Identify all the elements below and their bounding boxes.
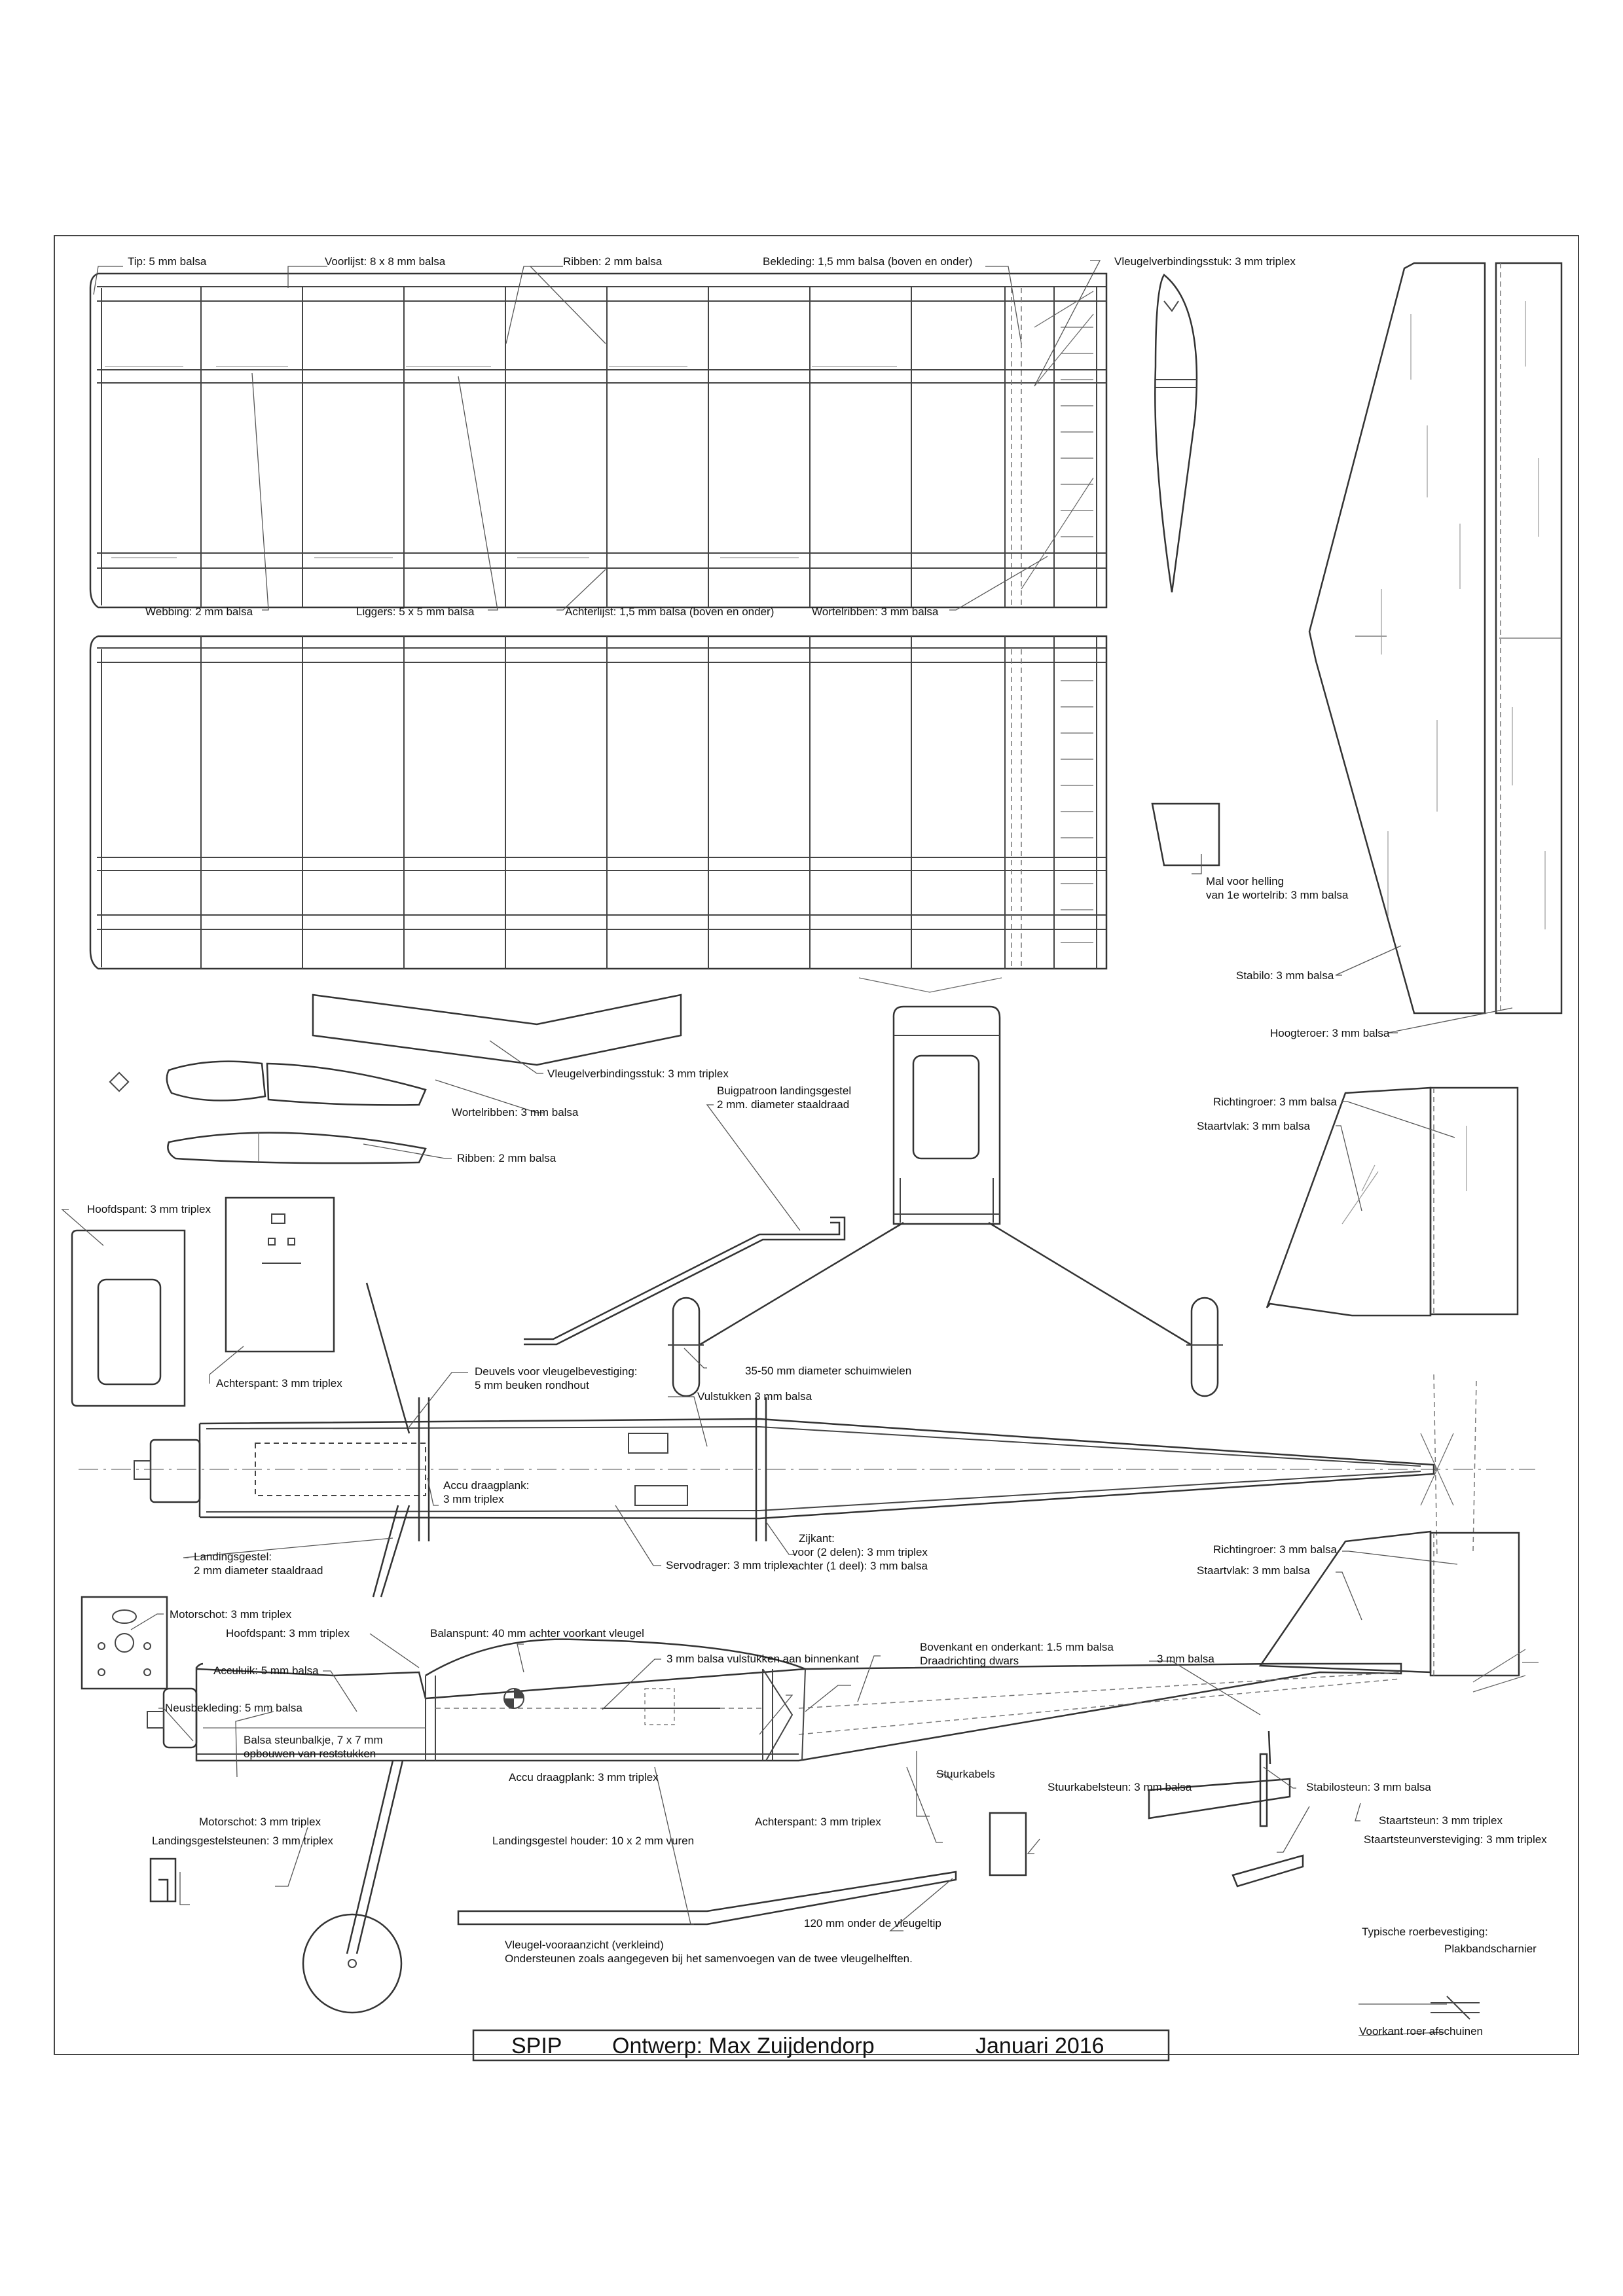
label-template-2: van 1e wortelrib: 3 mm balsa (1206, 889, 1349, 901)
label-rudder-top: Richtingroer: 3 mm balsa (1213, 1096, 1337, 1108)
label-ribs-part: Ribben: 2 mm balsa (457, 1152, 556, 1164)
label-stabilizer: Stabilo: 3 mm balsa (1236, 969, 1334, 982)
label-battery-tray-2: 3 mm triplex (443, 1493, 504, 1505)
label-root-ribs-wing: Wortelribben: 3 mm balsa (812, 605, 939, 618)
label-hinge-title: Typische roerbevestiging: (1362, 1926, 1488, 1938)
label-joiner-part: Vleugelverbindingsstuk: 3 mm triplex (547, 1067, 729, 1080)
rear-former-part (226, 1198, 334, 1352)
label-servo-tray: Servodrager: 3 mm triplex (666, 1559, 794, 1571)
label-gear-holder: Landingsgestel houder: 10 x 2 mm vuren (492, 1835, 695, 1847)
label-hinge-bevel: Voorkant roer afschuinen (1359, 2025, 1484, 2037)
label-dowels-1: Deuvels voor vleugelbevestiging: (475, 1365, 638, 1378)
label-cable-support: Stuurkabelsteun: 3 mm balsa (1048, 1781, 1192, 1793)
root-ribs-parts (110, 1062, 426, 1105)
label-top-bottom-1: Bovenkant en onderkant: 1.5 mm balsa (920, 1641, 1114, 1653)
wing-ribs (101, 287, 1097, 607)
label-sides-3: achter (1 deel): 3 mm balsa (792, 1560, 928, 1572)
label-support-2: opbouwen van reststukken (244, 1748, 376, 1760)
label-sides-1: Zijkant: (799, 1532, 835, 1545)
label-elevator: Hoogteroer: 3 mm balsa (1270, 1027, 1390, 1039)
label-filler-inside: 3 mm balsa vulstukken aan binnenkant (666, 1653, 859, 1665)
label-gear-supports: Landingsgestelsteunen: 3 mm triplex (152, 1835, 333, 1847)
label-front-view-2: Ondersteunen zoals aangegeven bij het samenvoegen van de twee vleugelhelften. (505, 1952, 913, 1965)
label-top-bottom-2: Draadrichting dwars (920, 1655, 1019, 1667)
label-ribs: Ribben: 2 mm balsa (563, 255, 663, 268)
label-battery-tray-1: Accu draagplank: (443, 1479, 530, 1492)
label-tail-reinforce: Staartsteunversteviging: 3 mm triplex (1364, 1833, 1547, 1846)
label-rudder-mid: Richtingroer: 3 mm balsa (1213, 1543, 1337, 1556)
label-front-view-1: Vleugel-vooraanzicht (verkleind) (505, 1939, 664, 1951)
label-hinge-tape: Plakbandscharnier (1444, 1943, 1537, 1955)
label-stab-support: Stabilosteun: 3 mm balsa (1306, 1781, 1431, 1793)
landing-gear-side (303, 1761, 403, 2013)
label-root-ribs-part: Wortelribben: 3 mm balsa (452, 1106, 579, 1119)
label-balance: Balanspunt: 40 mm achter voorkant vleugel (430, 1627, 644, 1640)
label-webbing: Webbing: 2 mm balsa (145, 605, 253, 618)
label-template-1: Mal voor helling (1206, 875, 1285, 888)
title-designer: Ontwerp: Max Zuijdendorp (612, 2034, 875, 2058)
joiner-direction-mark (859, 978, 1002, 992)
leader-lines (62, 260, 1512, 2036)
label-gear-template-1: Buigpatroon landingsgestel (717, 1085, 852, 1097)
label-fin-sheet: 3 mm balsa (1157, 1653, 1214, 1665)
label-fillers: Vulstukken 3 mm balsa (697, 1390, 812, 1403)
wing-bottom-panel (90, 636, 1106, 969)
label-rear-former-part: Achterspant: 3 mm triplex (216, 1377, 342, 1390)
label-fin-mid: Staartvlak: 3 mm balsa (1197, 1564, 1310, 1577)
label-gear-2: 2 mm diameter staaldraad (194, 1564, 323, 1577)
parts-labels (87, 1067, 1338, 1390)
wing-airfoil-section (1155, 275, 1197, 592)
label-trailing-edge: Achterlijst: 1,5 mm balsa (boven en onder) (565, 605, 775, 618)
main-former-part (72, 1230, 185, 1406)
label-sheeting: Bekleding: 1,5 mm balsa (boven en onder) (763, 255, 973, 268)
landing-gear-bend-template (524, 1217, 845, 1344)
label-battery-tray-side: Accu draagplank: 3 mm triplex (509, 1771, 659, 1784)
label-firewall-bottom: Motorschot: 3 mm triplex (199, 1816, 321, 1828)
label-rear-former: Achterspant: 3 mm triplex (755, 1816, 881, 1828)
label-tail-support: Staartsteun: 3 mm triplex (1379, 1814, 1503, 1827)
label-spars: Liggers: 5 x 5 mm balsa (356, 605, 475, 618)
label-sides-2: voor (2 delen): 3 mm triplex (792, 1546, 928, 1558)
label-nose: Neusbekleding: 5 mm balsa (165, 1702, 302, 1714)
tail-labels (1206, 875, 1390, 1039)
label-main-former-part: Hoofdspant: 3 mm triplex (87, 1203, 211, 1215)
elevator (1496, 263, 1561, 1013)
wing-top-panel (90, 274, 1106, 607)
label-gear-1: Landingsgestel: (194, 1551, 272, 1563)
label-joiner-wing: Vleugelverbindingsstuk: 3 mm triplex (1114, 255, 1296, 268)
label-hatch: Acculuik: 5 mm balsa (213, 1664, 319, 1677)
title-block (473, 2030, 1169, 2060)
wing-front-view (458, 1872, 956, 1924)
title-date: Januari 2016 (976, 2034, 1104, 2058)
firewall-part (82, 1597, 167, 1689)
hinge-detail (1431, 1996, 1480, 2019)
ribs-parts (168, 1132, 426, 1163)
wing-joiner (313, 995, 681, 1065)
label-gear-template-2: 2 mm. diameter staaldraad (717, 1098, 850, 1111)
label-tip: Tip: 5 mm balsa (128, 255, 207, 268)
label-dowels-2: 5 mm beuken rondhout (475, 1379, 589, 1391)
label-wheels: 35-50 mm diameter schuimwielen (745, 1365, 912, 1377)
label-under-tip: 120 mm onder de vleugeltip (804, 1917, 941, 1929)
root-rib-template (1152, 804, 1219, 865)
label-cables: Stuurkabels (936, 1768, 995, 1780)
title-model: SPIP (511, 2034, 562, 2058)
label-main-former: Hoofdspant: 3 mm triplex (226, 1627, 350, 1640)
label-leading-edge: Voorlijst: 8 x 8 mm balsa (325, 255, 446, 268)
label-fin-top: Staartvlak: 3 mm balsa (1197, 1120, 1310, 1132)
label-support-1: Balsa steunbalkje, 7 x 7 mm (244, 1734, 383, 1746)
fuselage-front-view (668, 1007, 1223, 1396)
label-firewall: Motorschot: 3 mm triplex (170, 1608, 292, 1621)
